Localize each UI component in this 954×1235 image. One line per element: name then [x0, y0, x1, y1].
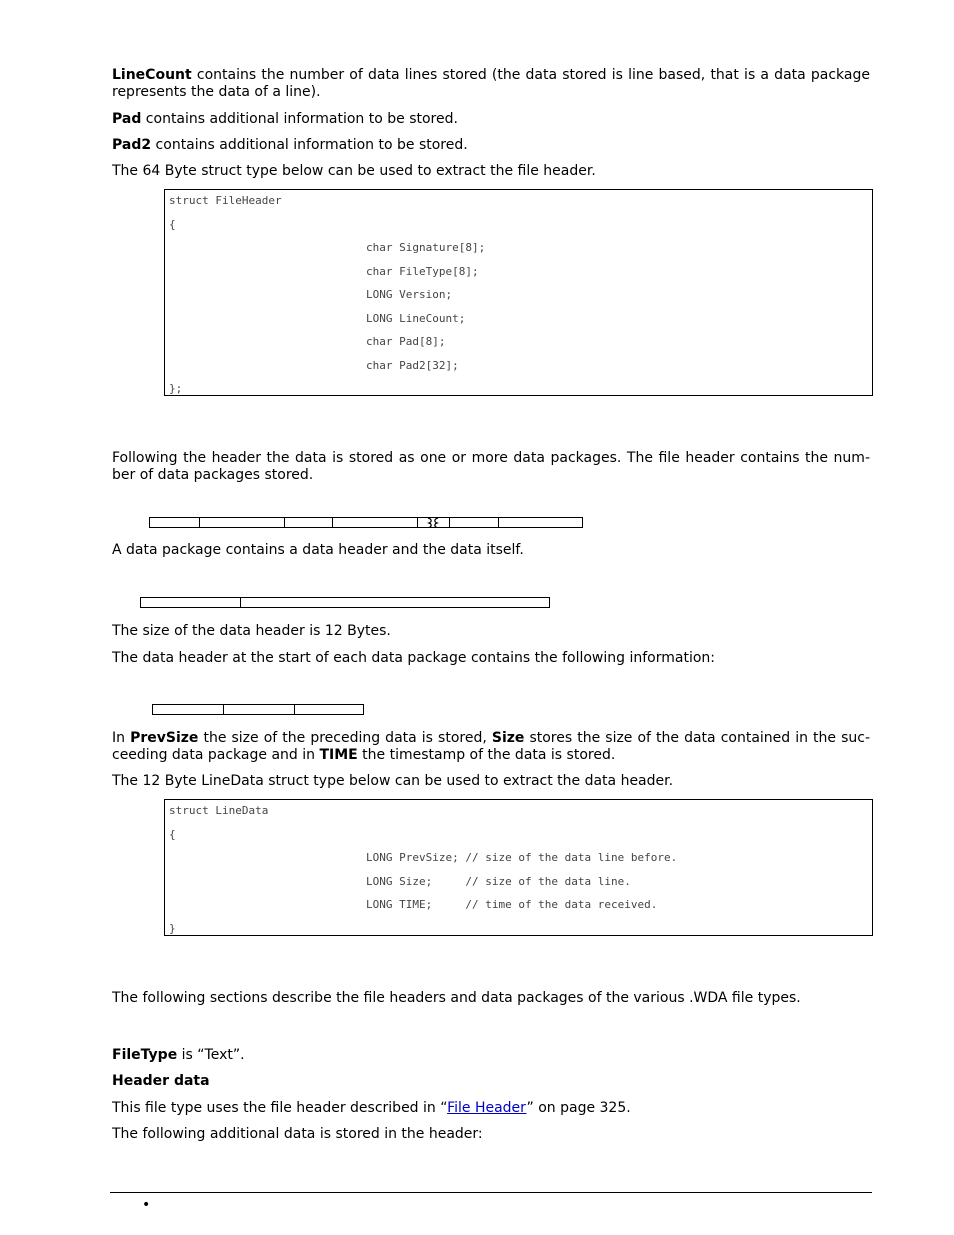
pad-term: Pad — [112, 111, 142, 127]
sections-intro: The following sections describe the file headers and data packages of the various .WDA file types. — [112, 990, 801, 1006]
data-header-diagram — [152, 704, 364, 715]
prevsize-term: PrevSize — [130, 730, 199, 746]
break-mark-icon — [418, 517, 448, 528]
linecount-text: contains the number of data lines stored (the data stored is line based, that is a data package represents the data of a line). — [112, 67, 870, 100]
prevsize-paragraph: In PrevSize the size of the preceding data is stored, Size stores the size of the data contained in the suc-ceeding data package and in TIME the timestamp of the data is stored. — [112, 730, 871, 763]
additional-data-paragraph: The following additional data is stored in the header: — [112, 1126, 483, 1142]
pad2-paragraph — [112, 137, 870, 154]
diagram-cell — [499, 518, 582, 527]
diagram-cell — [295, 705, 363, 714]
fileheader-code-block — [164, 189, 873, 396]
code-line: LONG Version; — [366, 288, 453, 301]
diagram-cell — [285, 518, 333, 527]
file-header-link[interactable]: File Header — [447, 1100, 527, 1116]
code-line: LONG Size; // size of the data line. — [366, 874, 631, 888]
footer-rule — [110, 1192, 872, 1193]
diagram-cell — [333, 518, 418, 527]
diagram-cell — [224, 705, 295, 714]
pad-paragraph — [112, 111, 870, 128]
diagram-break-cell — [418, 518, 450, 527]
code-line: LONG LineCount; — [366, 311, 466, 325]
diagram-cell — [450, 518, 499, 527]
linecount-term: LineCount — [112, 67, 192, 83]
pad2-text: contains additional information to be stored. — [151, 137, 468, 153]
code-line: LONG TIME; // time of the data received. — [366, 898, 658, 911]
code-line: struct FileHeader — [169, 194, 282, 207]
diagram-cell — [141, 598, 241, 607]
code-line: char Pad2[32]; — [366, 358, 459, 372]
size-term: Size — [491, 730, 525, 746]
file-structure-diagram — [149, 517, 583, 528]
filetype-term: FileType — [112, 1047, 178, 1063]
code-line: { — [169, 827, 176, 841]
time-term: TIME — [319, 747, 358, 763]
header-data-heading: Header data — [112, 1073, 210, 1089]
code-line: }; — [169, 382, 183, 395]
code-line: } — [169, 921, 176, 935]
code-line: LONG PrevSize; // size of the data line before. — [366, 851, 678, 864]
code-line: { — [169, 217, 176, 231]
linedata-code-block — [164, 799, 873, 936]
diagram-cell — [153, 705, 224, 714]
following-header-paragraph: Following the header the data is stored as one or more data packages. The file header contains the num-ber of data packages stored. — [112, 450, 870, 483]
diagram-cell — [241, 598, 549, 607]
code-line: char Pad[8]; — [366, 335, 446, 348]
data-package-diagram — [140, 597, 550, 608]
linecount-paragraph — [112, 67, 870, 101]
pad-text: contains additional information to be stored. — [141, 111, 458, 127]
uses-paragraph: This file type uses the file header described in “File Header” on page 325. — [112, 1100, 631, 1116]
header-info-paragraph: The data header at the start of each data package contains the following information: — [112, 650, 715, 666]
struct-intro: The 64 Byte struct type below can be used to extract the file header. — [112, 163, 596, 179]
diagram-cell — [150, 518, 200, 527]
package-contains-paragraph: A data package contains a data header and the data itself. — [112, 542, 524, 558]
filetype-paragraph: FileType is “Text”. — [112, 1047, 245, 1063]
diagram-cell — [200, 518, 285, 527]
pad2-term: Pad2 — [112, 137, 152, 153]
code-line: struct LineData — [169, 804, 269, 817]
code-line: char FileType[8]; — [366, 264, 479, 278]
header-size-paragraph: The size of the data header is 12 Bytes. — [112, 623, 391, 639]
footer-bullet: • — [142, 1197, 151, 1213]
code-line: char Signature[8]; — [366, 241, 486, 254]
linedata-intro: The 12 Byte LineData struct type below can be used to extract the data header. — [112, 773, 674, 789]
